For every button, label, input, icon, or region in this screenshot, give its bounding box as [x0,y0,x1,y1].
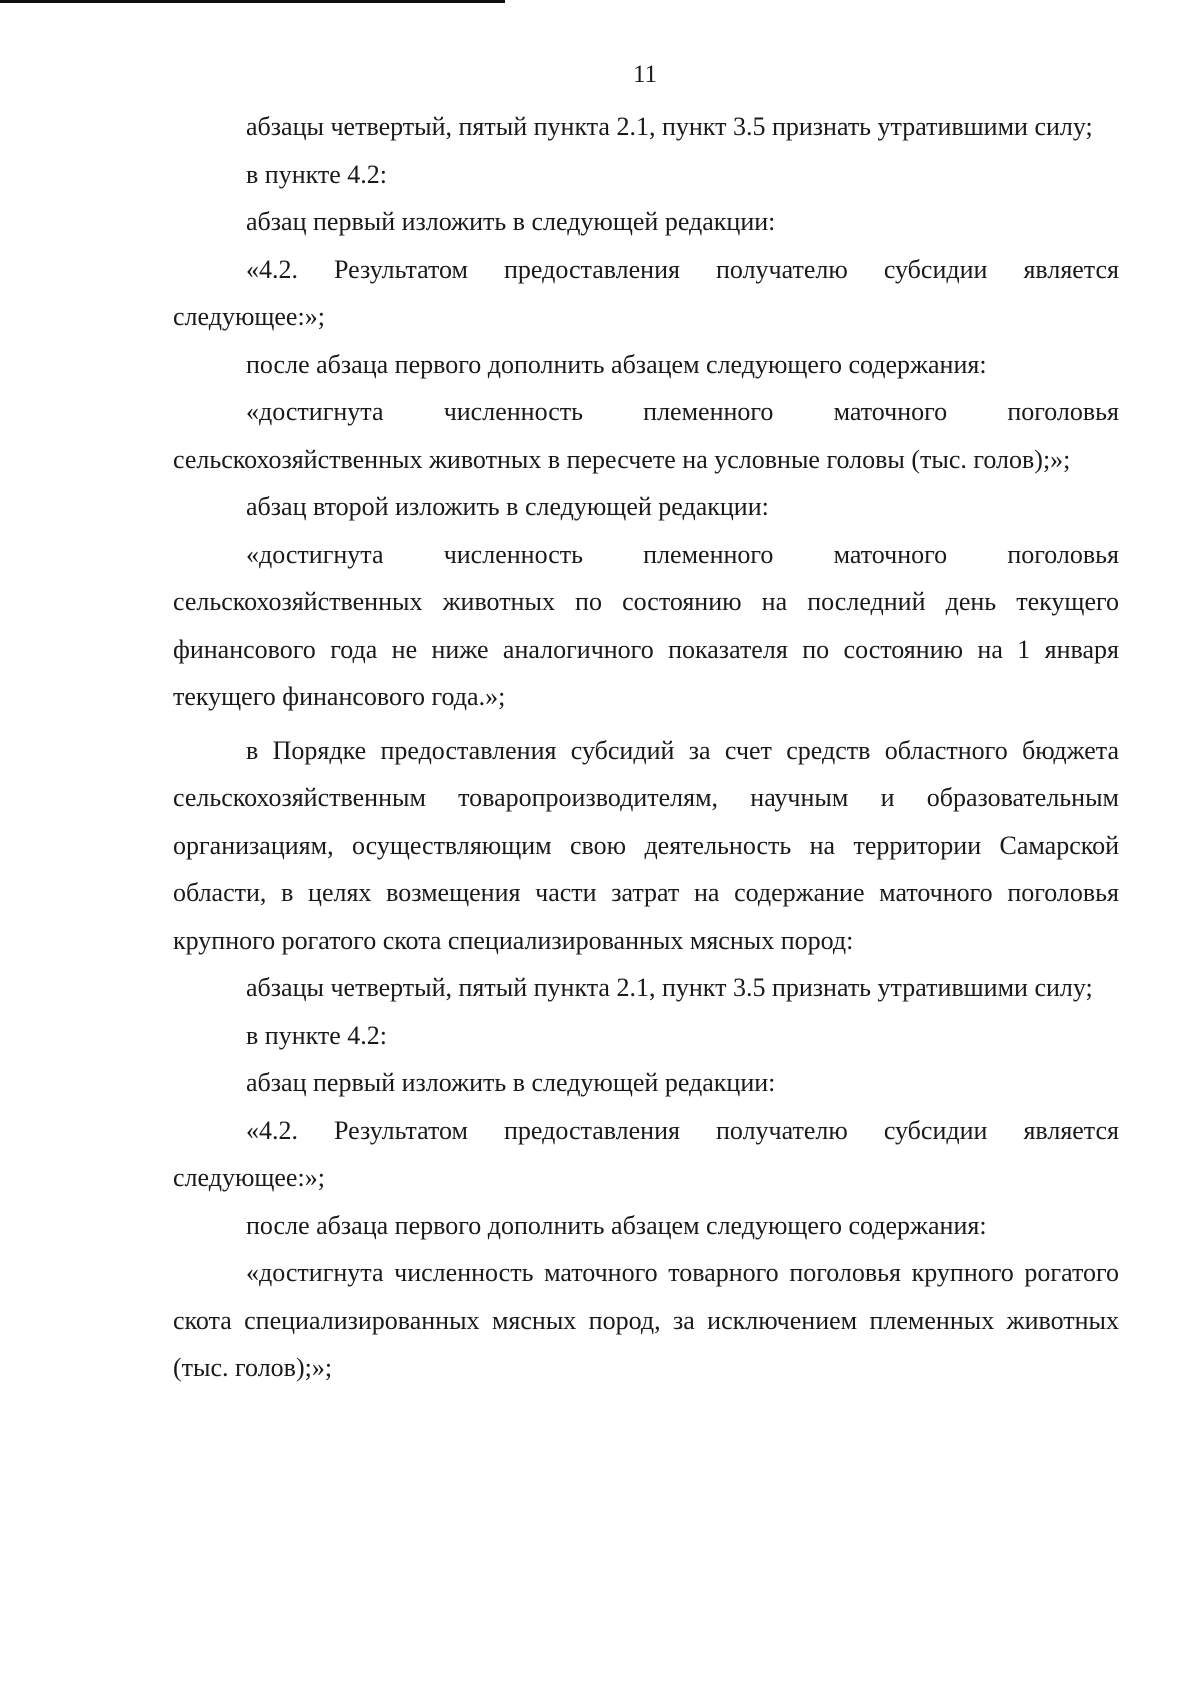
paragraph: в Порядке предоставления субсидий за счет средств областного бюджета сельскохозяйственным товаропроизводителям, научным и образовательным организациям, осуществляющим свою деятельность на территории Самарской области, в целях возмещения части затрат на содержание маточного поголовья крупного рогатого скота специализированных мясных пород: [173,735,1119,955]
paragraph: абзац первый изложить в следующей редакции: [246,207,776,236]
paragraph: в пункте 4.2: [246,159,388,189]
paragraph: «4.2. Результатом предоставления получателю субсидии является следующее:»; [173,1115,1119,1192]
page-number: 11 [632,61,658,88]
document-body [173,103,1119,1392]
paragraph: в пункте 4.2: [246,1020,388,1050]
paragraph: «достигнута численность маточного товарного поголовья крупного рогатого скота специализированных мясных пород, за исключением племенных животных (тыс. голов);»; [173,1258,1119,1382]
paragraph: абзац первый изложить в следующей редакции: [246,1068,776,1097]
paragraph: «4.2. Результатом предоставления получателю субсидии является следующее:»; [173,254,1119,331]
paragraph: «достигнута численность племенного маточного поголовья сельскохозяйственных животных в пересчете на условные головы (тыс. голов);»; [173,397,1119,474]
paragraph: после абзаца первого дополнить абзацем следующего содержания: [246,1210,987,1240]
paragraph: абзацы четвертый, пятый пункта 2.1, пункт 3.5 признать утратившими силу; [246,112,1093,141]
top-border-line [0,0,505,3]
paragraph: «достигнута численность племенного маточного поголовья сельскохозяйственных животных по состоянию на последний день текущего финансового года не ниже аналогичного показателя по состоянию на 1 января текущего финансового года.»; [173,539,1119,711]
paragraph: после абзаца первого дополнить абзацем следующего содержания: [246,349,987,379]
paragraph: абзацы четвертый, пятый пункта 2.1, пункт 3.5 признать утратившими силу; [246,973,1093,1002]
paragraph: абзац второй изложить в следующей редакции: [246,492,769,521]
